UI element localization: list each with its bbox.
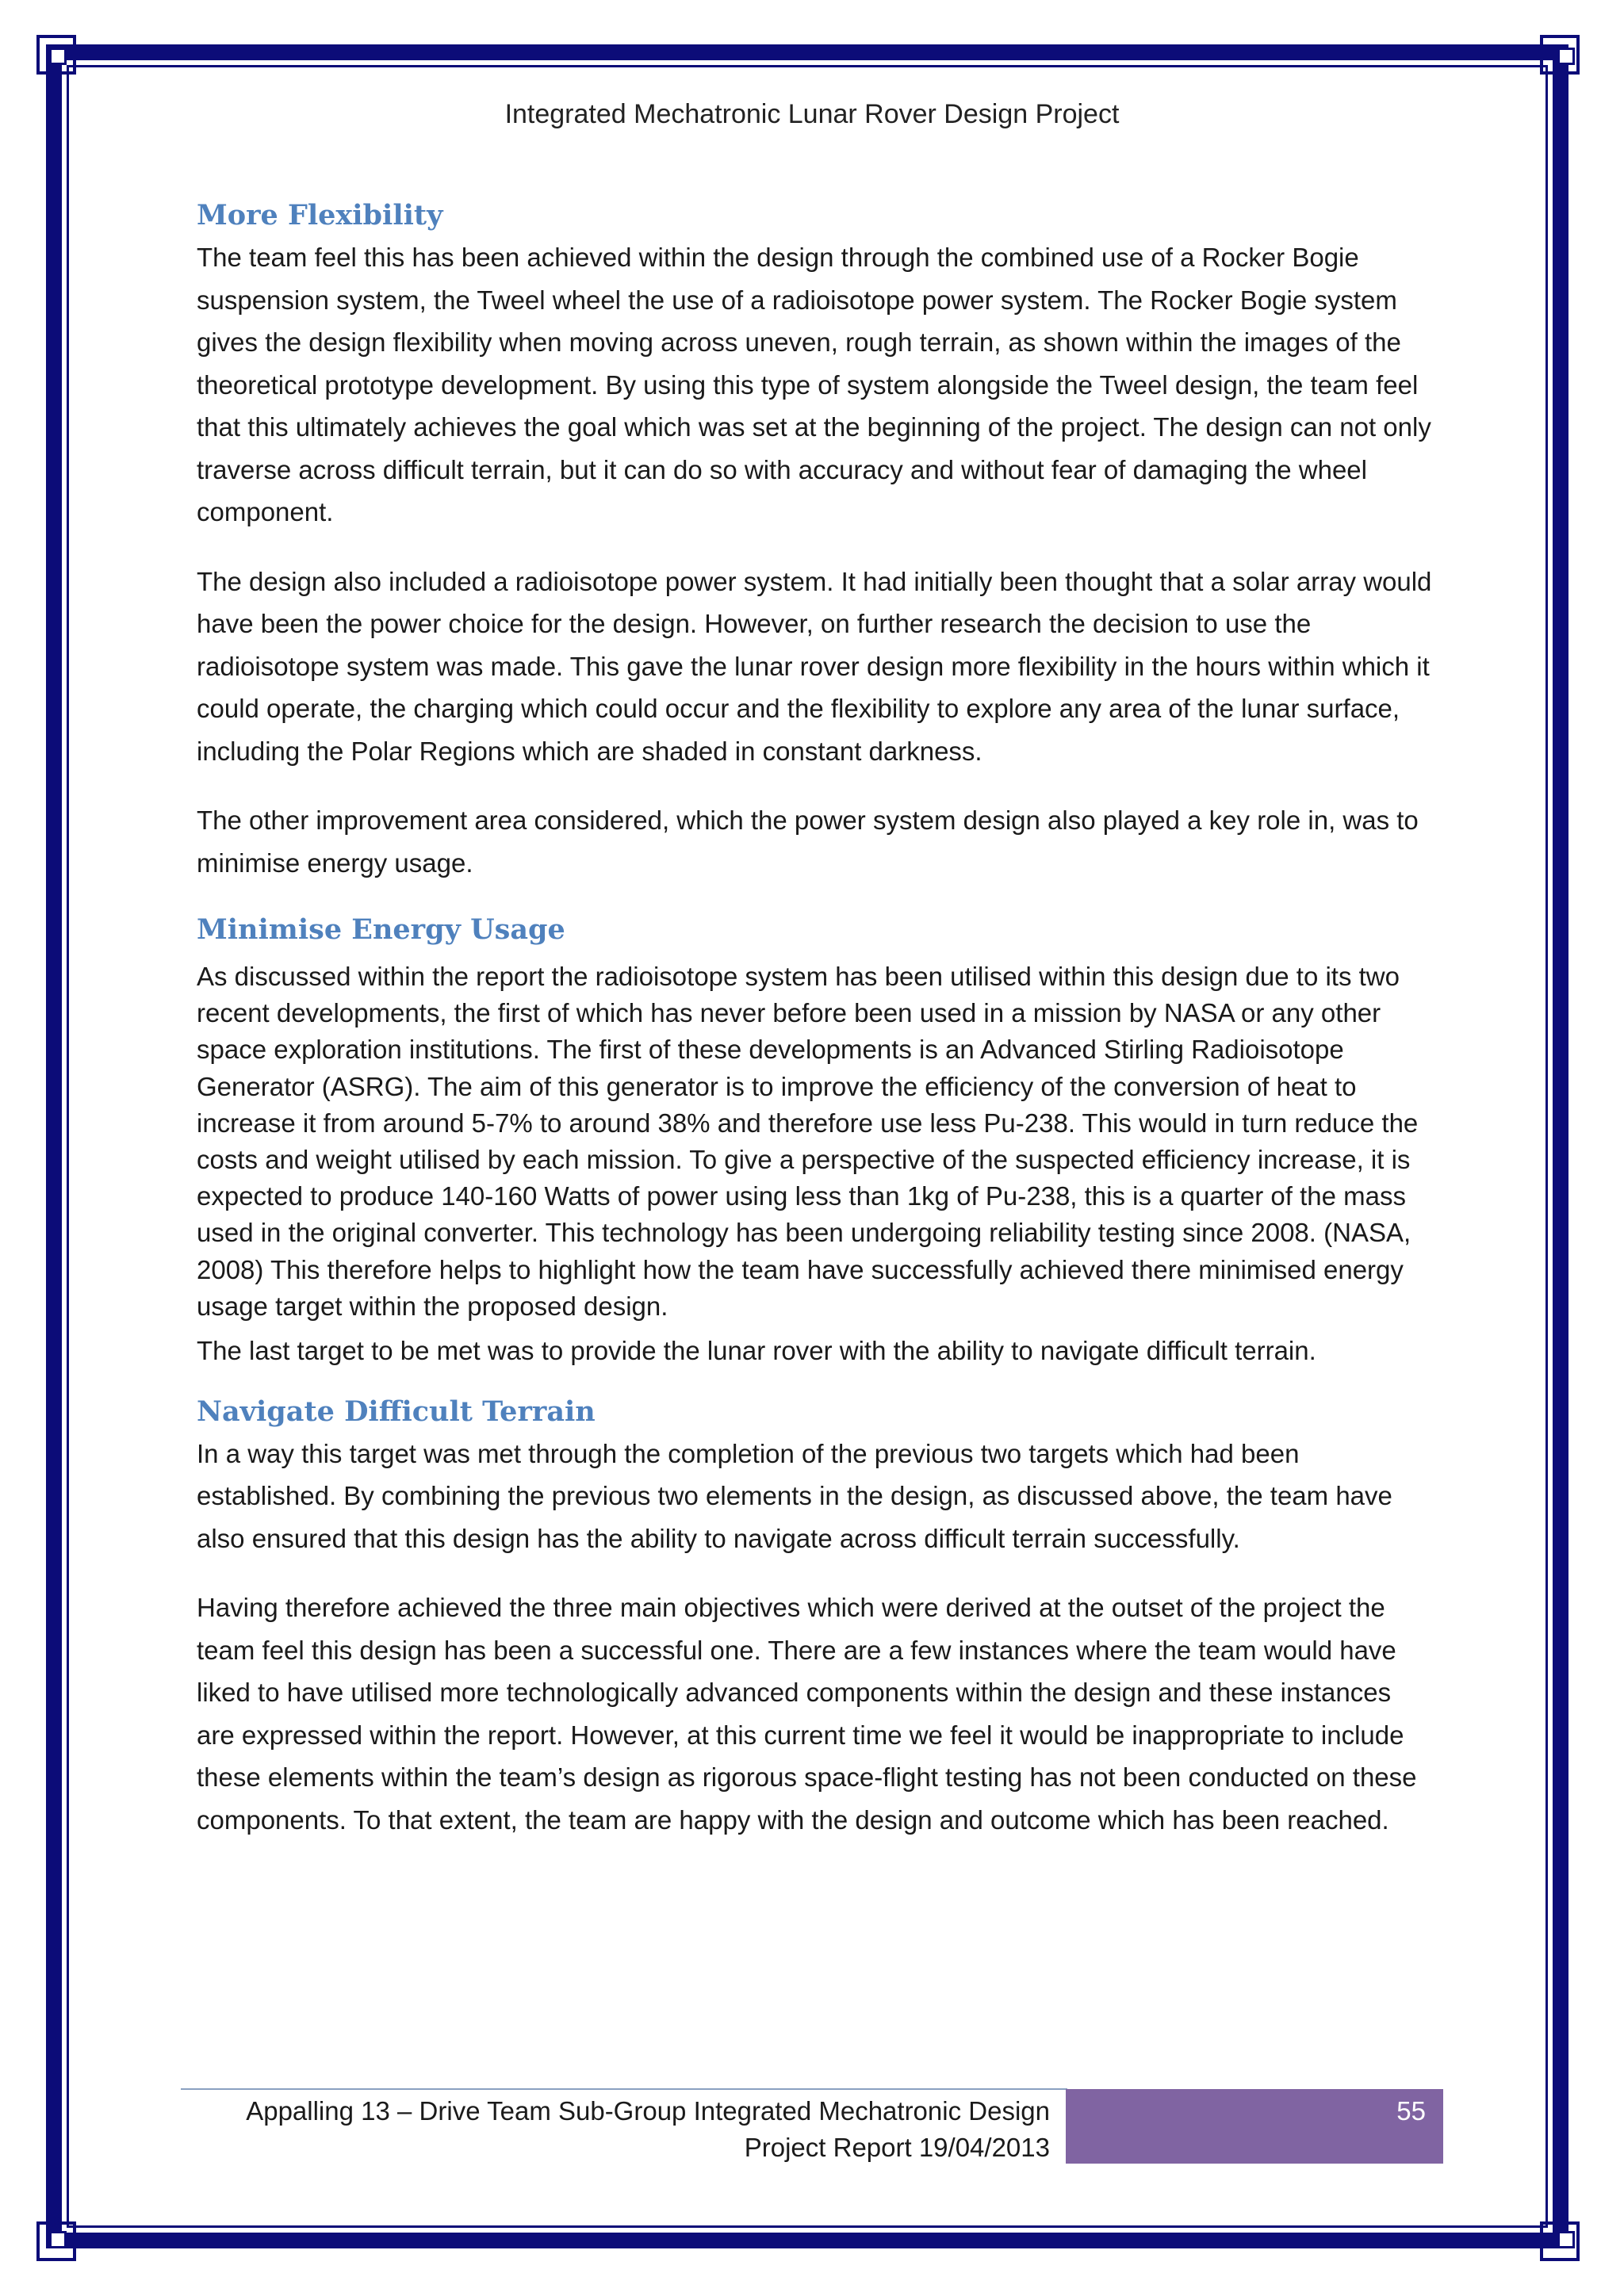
section-heading-minimise-energy-usage: Minimise Energy Usage bbox=[197, 913, 565, 946]
section-heading-more-flexibility: More Flexibility bbox=[197, 199, 443, 232]
terrain-paragraph-2: Having therefore achieved the three main objectives which were derived at the outset of the project the team feel this design has been a successful one. There are a few instances where the team would have liked to have utilised more technologically advanced components within the design and these instances are expressed within the report. However, at this current time we feel it would be inappropriate to include these elements within the team’s design as rigorous space-flight testing has not been conducted on these components. To that extent, the team are happy with the design and outcome which has been reached. bbox=[197, 1593, 1417, 1835]
page-content bbox=[197, 195, 1434, 1841]
footer-page-box bbox=[1066, 2089, 1443, 2164]
page-number: 55 bbox=[1396, 2096, 1426, 2126]
terrain-paragraph-1: In a way this target was met through the completion of the previous two targets which had been established. By combining the previous two elements in the design, as discussed above, the team have also ensured that this design has the ability to navigate across difficult terrain successfully. bbox=[197, 1438, 1392, 1553]
running-header: Integrated Mechatronic Lunar Rover Design Project bbox=[504, 99, 1120, 129]
border-corner-square-bottom-right bbox=[1557, 2231, 1575, 2248]
energy-paragraph-1: As discussed within the report the radioisotope system has been utilised within this design due to its two recent developments, the first of which has never before been used in a mission by NASA or any other space exploration institutions. The first of these developments is an Advanced Stirling Radioisotope Generator (ASRG). The aim of this generator is to improve the efficiency of the conversion of heat to increase it from around 5-7% to around 38% and therefore use less Pu-238. This would in turn reduce the costs and weight utilised by each mission. To give a perspective of the suspected efficiency increase, it is expected to produce 140-160 Watts of power using less than 1kg of Pu-238, this is a quarter of the mass used in the original converter. This technology has been undergoing reliability testing since 2008. (NASA, 2008) This therefore helps to highlight how the team have successfully achieved there minimised energy usage target within the proposed design. bbox=[197, 962, 1419, 1321]
flexibility-paragraph-2: The design also included a radioisotope power system. It had initially been thought that a solar array would have been the power choice for the design. However, on further research the decision to use the radioisotope system was made. This gave the lunar rover design more flexibility in the hours within which it could operate, the charging which could occur and the flexibility to explore any area of the lunar surface, including the Polar Regions which are shaded in constant darkness. bbox=[197, 566, 1432, 766]
energy-paragraph-2: The last target to be met was to provide the lunar rover with the ability to navigate difficult terrain. bbox=[197, 1336, 1316, 1366]
footer-rule bbox=[181, 2088, 1067, 2090]
flexibility-paragraph-1: The team feel this has been achieved within the design through the combined use of a Rocker Bogie suspension system, the Tweel wheel the use of a radioisotope power system. The Rocker Bogie system gives the design flexibility when moving across uneven, rough terrain, as shown within the images of the theoretical prototype development. By using this type of system alongside the Tweel design, the team feel that this ultimately achieves the goal which was set at the beginning of the project. The design can not only traverse across difficult terrain, but it can do so with accuracy and without fear of damaging the wheel component. bbox=[197, 243, 1431, 526]
border-corner-square-bottom-left bbox=[49, 2231, 67, 2248]
section-heading-navigate-difficult-terrain: Navigate Difficult Terrain bbox=[197, 1395, 596, 1428]
footer-line-2: Project Report 19/04/2013 bbox=[744, 2133, 1050, 2162]
border-corner-square-top-right bbox=[1557, 48, 1575, 65]
footer-line-1: Appalling 13 – Drive Team Sub-Group Integrated Mechatronic Design bbox=[246, 2096, 1050, 2126]
flexibility-paragraph-3: The other improvement area considered, which the power system design also played a key role in, was to minimise energy usage. bbox=[197, 806, 1419, 878]
footer-text bbox=[181, 2093, 1050, 2166]
border-corner-square-top-left bbox=[49, 48, 67, 65]
